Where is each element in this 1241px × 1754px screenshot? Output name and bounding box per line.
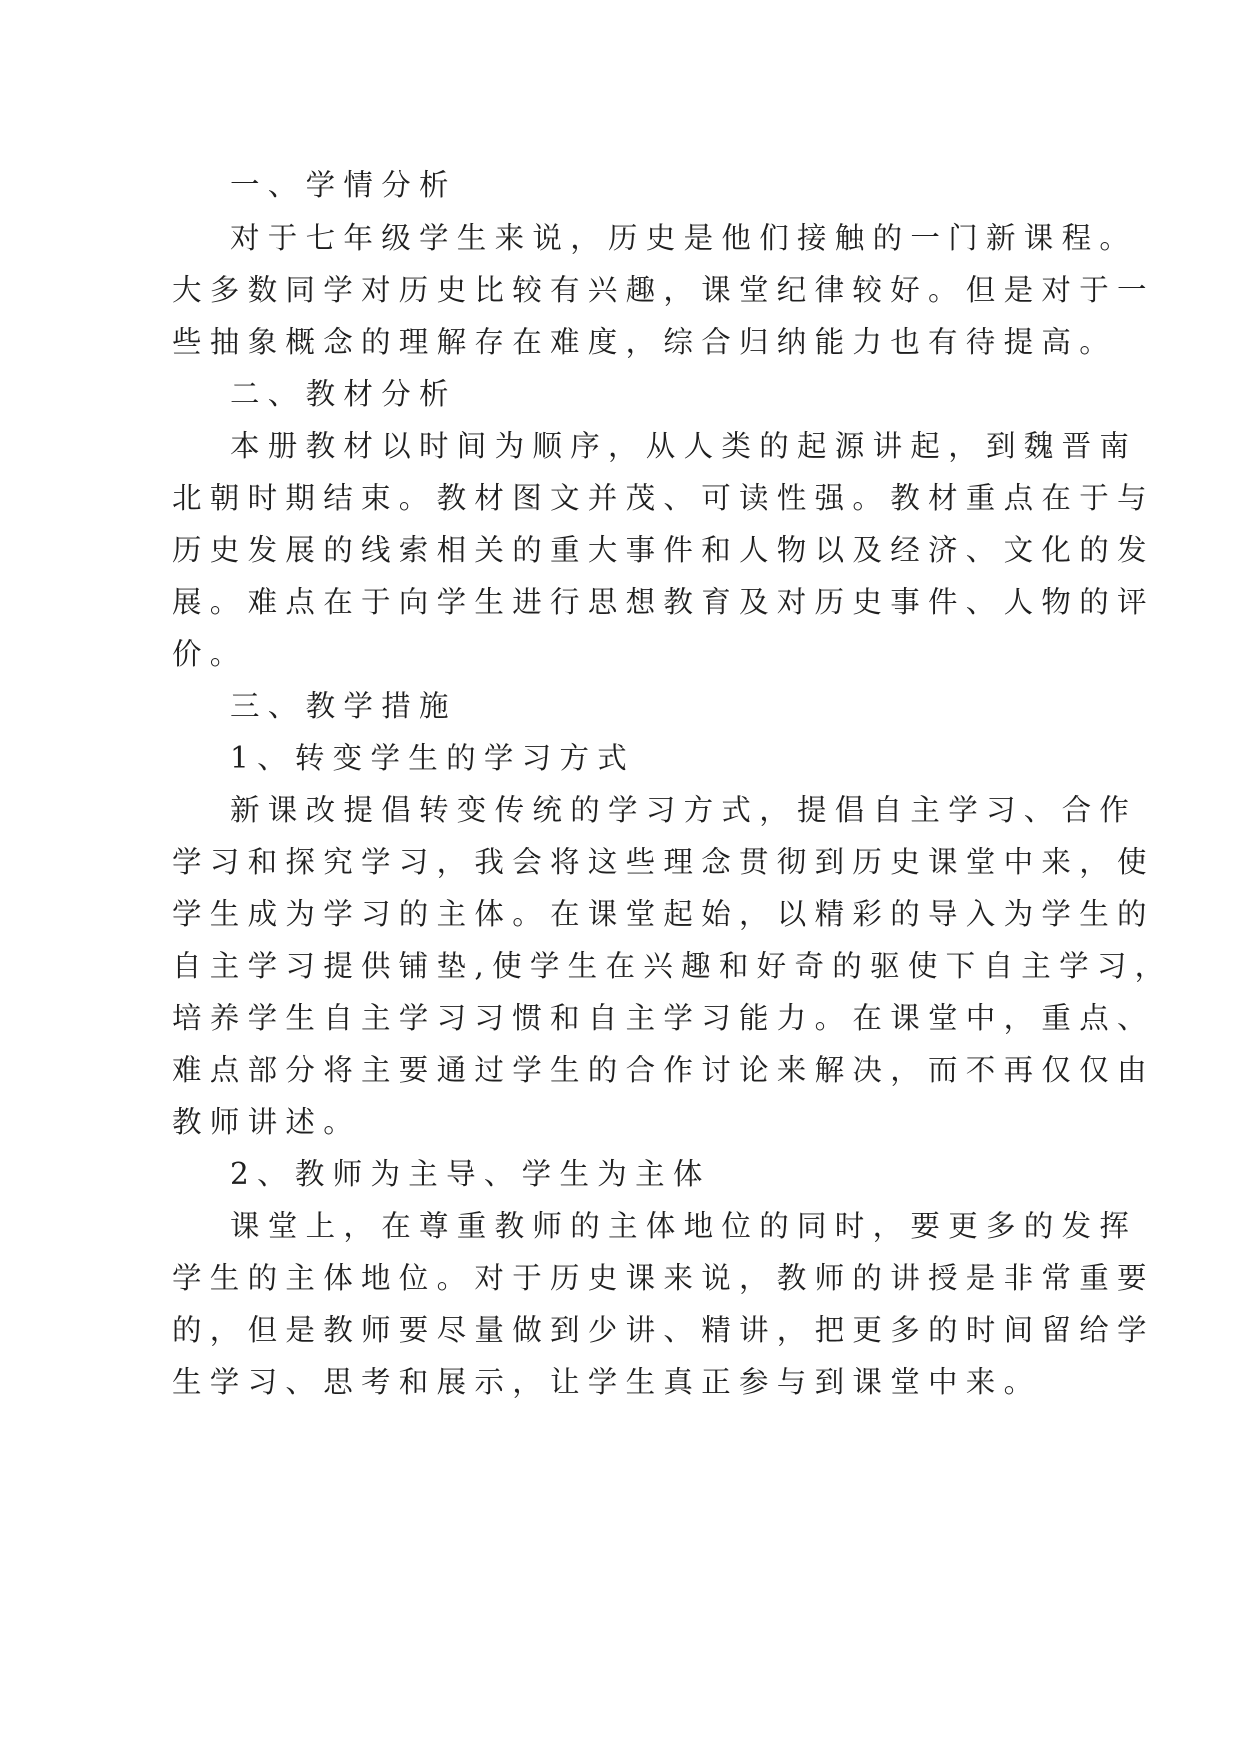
paragraph-line: 些抽象概念的理解存在难度，综合归纳能力也有待提高。 — [172, 325, 1118, 359]
paragraph-line: 培养学生自主学习习惯和自主学习能力。在课堂中，重点、 — [172, 1001, 1155, 1035]
paragraph-line: 本册教材以时间为顺序，从人类的起源讲起，到魏晋南 — [230, 429, 1138, 463]
subheading-teacher-student-roles: 2、教师为主导、学生为主体 — [230, 1157, 711, 1191]
paragraph-line: 北朝时期结束。教材图文并茂、可读性强。教材重点在于与 — [172, 481, 1155, 515]
paragraph-line: 大多数同学对历史比较有兴趣，课堂纪律较好。但是对于一 — [172, 273, 1155, 307]
paragraph-line: 难点部分将主要通过学生的合作讨论来解决，而不再仅仅由 — [172, 1053, 1155, 1087]
paragraph-line: 价。 — [172, 637, 248, 671]
paragraph-line: 教师讲述。 — [172, 1105, 362, 1139]
subheading-learning-style: 1、转变学生的学习方式 — [230, 741, 636, 775]
paragraph-line: 自主学习提供铺垫,使学生在兴趣和好奇的驱使下自主学习， — [172, 949, 1173, 983]
paragraph-line: 学生的主体地位。对于历史课来说，教师的讲授是非常重要 — [172, 1261, 1155, 1295]
section-heading-textbook-analysis: 二、教材分析 — [230, 377, 457, 411]
paragraph-line: 生学习、思考和展示，让学生真正参与到课堂中来。 — [172, 1365, 1042, 1399]
paragraph-line: 新课改提倡转变传统的学习方式，提倡自主学习、合作 — [230, 793, 1138, 827]
paragraph-line: 学生成为学习的主体。在课堂起始，以精彩的导入为学生的 — [172, 897, 1155, 931]
paragraph-line: 历史发展的线索相关的重大事件和人物以及经济、文化的发 — [172, 533, 1155, 567]
paragraph-line: 学习和探究学习，我会将这些理念贯彻到历史课堂中来，使 — [172, 845, 1155, 879]
paragraph-line: 对于七年级学生来说，历史是他们接触的一门新课程。 — [230, 221, 1138, 255]
paragraph-line: 展。难点在于向学生进行思想教育及对历史事件、人物的评 — [172, 585, 1155, 619]
section-heading-teaching-measures: 三、教学措施 — [230, 689, 457, 723]
section-heading-learning-analysis: 一、学情分析 — [230, 168, 457, 202]
paragraph-line: 课堂上，在尊重教师的主体地位的同时，要更多的发挥 — [230, 1209, 1138, 1243]
paragraph-line: 的，但是教师要尽量做到少讲、精讲，把更多的时间留给学 — [172, 1313, 1155, 1347]
